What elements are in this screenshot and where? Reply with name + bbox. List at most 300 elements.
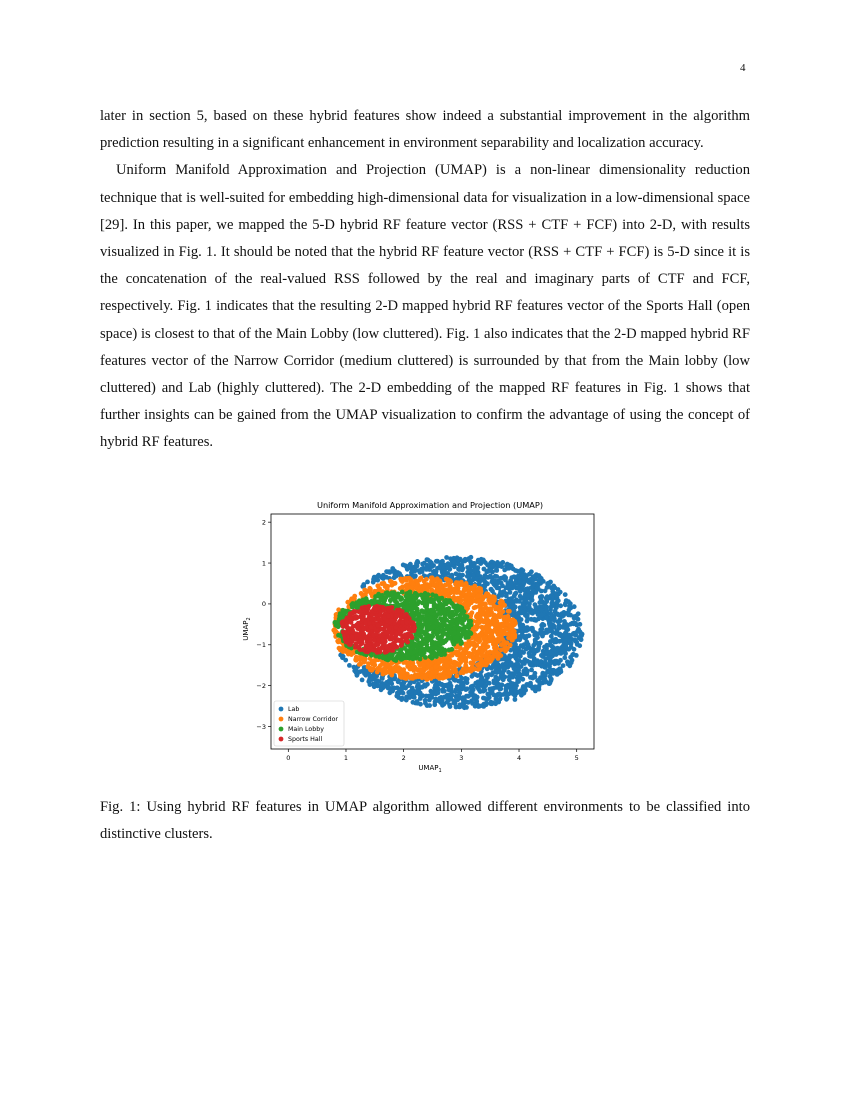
- data-point: [411, 568, 416, 573]
- data-point: [390, 689, 395, 694]
- data-point: [502, 603, 507, 608]
- y-tick-label: −1: [256, 641, 266, 650]
- data-point: [389, 653, 394, 658]
- data-point: [465, 633, 470, 638]
- chart-legend: [274, 701, 344, 746]
- data-point: [390, 605, 395, 610]
- data-point: [565, 627, 570, 632]
- data-point: [518, 622, 523, 627]
- legend-marker: [279, 717, 284, 722]
- data-point: [360, 641, 365, 646]
- data-point: [553, 669, 558, 674]
- data-point: [539, 597, 544, 602]
- data-point: [426, 558, 431, 563]
- data-point: [512, 574, 517, 579]
- data-point: [575, 642, 580, 647]
- data-point: [476, 588, 481, 593]
- data-point: [433, 645, 438, 650]
- data-point: [573, 631, 578, 636]
- data-point: [483, 678, 488, 683]
- data-point: [453, 663, 458, 668]
- data-point: [417, 633, 422, 638]
- data-point: [474, 614, 479, 619]
- data-point: [465, 677, 470, 682]
- data-point: [427, 703, 432, 708]
- data-point: [427, 694, 432, 699]
- data-point: [408, 681, 413, 686]
- data-point: [545, 585, 550, 590]
- data-point: [484, 673, 489, 678]
- data-point: [362, 660, 367, 665]
- data-point: [362, 588, 367, 593]
- data-point: [346, 638, 351, 643]
- data-point: [494, 654, 499, 659]
- data-point: [482, 594, 487, 599]
- data-point: [462, 614, 467, 619]
- data-point: [558, 632, 563, 637]
- data-point: [503, 646, 508, 651]
- data-point: [543, 677, 548, 682]
- data-point: [445, 663, 450, 668]
- data-point: [441, 674, 446, 679]
- data-point: [513, 685, 518, 690]
- data-point: [452, 560, 457, 565]
- data-point: [552, 624, 557, 629]
- data-point: [454, 590, 459, 595]
- data-point: [404, 591, 409, 596]
- data-point: [469, 585, 474, 590]
- data-point: [476, 594, 481, 599]
- data-point: [445, 565, 450, 570]
- data-point: [470, 701, 475, 706]
- data-point: [525, 615, 530, 620]
- data-point: [573, 621, 578, 626]
- data-point: [503, 627, 508, 632]
- data-point: [419, 653, 424, 658]
- data-point: [484, 702, 489, 707]
- data-point: [389, 618, 394, 623]
- data-point: [351, 630, 356, 635]
- data-point: [354, 623, 359, 628]
- data-point: [436, 650, 441, 655]
- data-point: [525, 593, 530, 598]
- data-point: [494, 640, 499, 645]
- data-point: [514, 591, 519, 596]
- data-point: [537, 682, 542, 687]
- data-point: [449, 692, 454, 697]
- data-point: [379, 581, 384, 586]
- data-point: [401, 680, 406, 685]
- data-point: [369, 677, 374, 682]
- data-point: [500, 622, 505, 627]
- data-point: [411, 656, 416, 661]
- data-point: [460, 654, 465, 659]
- data-point: [477, 633, 482, 638]
- data-point: [499, 635, 504, 640]
- data-point: [381, 672, 386, 677]
- data-point: [475, 685, 480, 690]
- data-point: [482, 619, 487, 624]
- data-point: [483, 575, 488, 580]
- data-point: [420, 646, 425, 651]
- data-point: [567, 608, 572, 613]
- data-point: [567, 638, 572, 643]
- data-point: [372, 598, 377, 603]
- data-point: [378, 613, 383, 618]
- data-point: [420, 693, 425, 698]
- data-point: [501, 609, 506, 614]
- data-point: [558, 667, 563, 672]
- data-point: [425, 633, 430, 638]
- data-point: [391, 644, 396, 649]
- data-point: [458, 660, 463, 665]
- data-point: [385, 630, 390, 635]
- data-point: [457, 705, 462, 710]
- data-point: [449, 697, 454, 702]
- data-point: [529, 627, 534, 632]
- data-point: [358, 601, 363, 606]
- data-point: [489, 700, 494, 705]
- y-axis-label: [242, 617, 252, 640]
- data-point: [383, 655, 388, 660]
- data-point: [406, 690, 411, 695]
- data-point: [401, 671, 406, 676]
- data-point: [552, 640, 557, 645]
- data-point: [520, 677, 525, 682]
- data-point: [480, 660, 485, 665]
- data-point: [464, 694, 469, 699]
- data-point: [374, 632, 379, 637]
- data-point: [395, 691, 400, 696]
- data-point: [484, 631, 489, 636]
- data-point: [539, 613, 544, 618]
- data-point: [414, 561, 419, 566]
- data-point: [536, 587, 541, 592]
- data-point: [439, 659, 444, 664]
- data-point: [486, 657, 491, 662]
- data-point: [423, 701, 428, 706]
- legend-marker: [279, 737, 284, 742]
- data-point: [376, 617, 381, 622]
- data-point: [399, 652, 404, 657]
- data-point: [553, 661, 558, 666]
- data-point: [464, 700, 469, 705]
- data-point: [438, 581, 443, 586]
- data-point: [385, 645, 390, 650]
- legend-marker: [279, 707, 284, 712]
- data-point: [419, 625, 424, 630]
- data-point: [423, 591, 428, 596]
- data-point: [418, 702, 423, 707]
- data-point: [393, 593, 398, 598]
- data-point: [422, 584, 427, 589]
- data-point: [341, 649, 346, 654]
- data-point: [533, 638, 538, 643]
- data-point: [562, 655, 567, 660]
- data-point: [435, 675, 440, 680]
- data-point: [384, 650, 389, 655]
- data-point: [392, 669, 397, 674]
- data-point: [427, 663, 432, 668]
- data-point: [375, 623, 380, 628]
- data-point: [420, 569, 425, 574]
- umap-scatter-chart: [238, 496, 608, 781]
- data-point: [496, 676, 501, 681]
- data-point: [489, 564, 494, 569]
- data-point: [506, 609, 511, 614]
- data-point: [553, 591, 558, 596]
- data-point: [442, 628, 447, 633]
- data-point: [524, 635, 529, 640]
- data-point: [438, 610, 443, 615]
- data-point: [512, 671, 517, 676]
- data-point: [348, 619, 353, 624]
- data-point: [433, 683, 438, 688]
- data-point: [415, 611, 420, 616]
- data-point: [555, 612, 560, 617]
- data-point: [430, 592, 435, 597]
- data-point: [532, 648, 537, 653]
- data-point: [469, 684, 474, 689]
- data-point: [341, 610, 346, 615]
- data-point: [342, 633, 347, 638]
- data-point: [396, 603, 401, 608]
- data-point: [518, 672, 523, 677]
- data-point: [382, 684, 387, 689]
- data-point: [521, 645, 526, 650]
- data-point: [387, 679, 392, 684]
- data-point: [412, 625, 417, 630]
- data-point: [345, 616, 350, 621]
- data-point: [447, 581, 452, 586]
- data-point: [555, 646, 560, 651]
- data-point: [410, 610, 415, 615]
- data-point: [333, 620, 338, 625]
- data-point: [498, 629, 503, 634]
- data-point: [510, 629, 515, 634]
- data-point: [465, 574, 470, 579]
- data-point: [366, 649, 371, 654]
- data-point: [511, 566, 516, 571]
- x-tick-label: 1: [343, 754, 349, 762]
- data-point: [513, 642, 518, 647]
- data-point: [433, 572, 438, 577]
- data-point: [543, 671, 548, 676]
- data-point: [393, 574, 398, 579]
- data-point: [414, 636, 419, 641]
- data-point: [482, 641, 487, 646]
- data-point: [440, 682, 445, 687]
- data-point: [493, 579, 498, 584]
- data-point: [440, 689, 445, 694]
- data-point: [546, 581, 551, 586]
- data-point: [405, 662, 410, 667]
- data-point: [529, 585, 534, 590]
- data-point: [429, 617, 434, 622]
- data-point: [481, 558, 486, 563]
- data-point: [510, 638, 515, 643]
- data-point: [539, 627, 544, 632]
- data-point: [510, 663, 515, 668]
- data-point: [395, 637, 400, 642]
- data-point: [472, 605, 477, 610]
- data-point: [492, 595, 497, 600]
- data-point: [509, 681, 514, 686]
- paragraph: Uniform Manifold Approximation and Projection (UMAP) is a non-linear dimensionality reduction technique that is well-suited for embedding high-dimensional data for visualization in a low-dimensional space [29]. In this paper, we mapped the 5-D hybrid RF feature vector (RSS + CTF + FCF) into 2-D, with results visualized in Fig. 1. It should be noted that the hybrid RF feature vector (RSS + CTF + FCF) is 5-D since it is the concatenation of the real-valued RSS followed by the real and imaginary parts of CTF and FCF, respectively. Fig. 1 indicates that the resulting 2-D mapped hybrid RF features vector of the Sports Hall (open space) is closest to that of the Main Lobby (low cluttered). Fig. 1 also indicates that the 2-D mapped hybrid RF features vector of the Narrow Corridor (medium cluttered) is surrounded by that from the Main lobby (low cluttered) and Lab (highly cluttered). The 2-D embedding of the mapped RF features in Fig. 1 shows that further insights can be gained from the UMAP visualization to confirm the advantage of using the concept of hybrid RF features.: [100, 162, 750, 451]
- data-point: [566, 647, 571, 652]
- data-point: [547, 655, 552, 660]
- data-point: [536, 631, 541, 636]
- data-point: [411, 700, 416, 705]
- data-point: [363, 621, 368, 626]
- data-point: [468, 568, 473, 573]
- data-point: [467, 556, 472, 561]
- data-point: [456, 608, 461, 613]
- data-point: [549, 634, 554, 639]
- data-point: [463, 586, 468, 591]
- data-point: [434, 670, 439, 675]
- data-point: [497, 564, 502, 569]
- data-point: [488, 594, 493, 599]
- data-point: [455, 696, 460, 701]
- data-point: [456, 686, 461, 691]
- data-point: [400, 620, 405, 625]
- figure-caption: Fig. 1: Using hybrid RF features in UMAP algorithm allowed different environments to be classified into distinctive clusters.: [100, 799, 750, 843]
- data-point: [547, 681, 552, 686]
- x-axis-label-subscript: 1: [438, 768, 442, 774]
- data-point: [408, 627, 413, 632]
- data-point: [402, 601, 407, 606]
- data-point: [430, 656, 435, 661]
- data-point: [347, 663, 352, 668]
- data-point: [431, 630, 436, 635]
- data-point: [550, 600, 555, 605]
- data-point: [413, 675, 418, 680]
- data-point: [433, 665, 438, 670]
- data-point: [400, 696, 405, 701]
- data-point: [504, 687, 509, 692]
- data-point: [466, 643, 471, 648]
- data-point: [447, 670, 452, 675]
- data-point: [437, 603, 442, 608]
- legend-label: Sports Hall: [288, 736, 323, 744]
- data-point: [458, 679, 463, 684]
- data-point: [390, 636, 395, 641]
- data-point: [540, 604, 545, 609]
- data-point: [518, 606, 523, 611]
- data-point: [443, 617, 448, 622]
- data-point: [572, 604, 577, 609]
- data-point: [485, 650, 490, 655]
- data-point: [492, 678, 497, 683]
- data-point: [483, 683, 488, 688]
- y-axis-ticks: [256, 518, 271, 730]
- data-point: [422, 675, 427, 680]
- data-point: [336, 633, 341, 638]
- x-tick-label: 3: [459, 754, 464, 762]
- body-text: [100, 103, 750, 457]
- x-tick-label: 5: [574, 754, 579, 762]
- data-point: [522, 603, 527, 608]
- umap-figure: [238, 496, 608, 781]
- data-point: [448, 587, 453, 592]
- data-point: [469, 623, 474, 628]
- data-point: [353, 609, 358, 614]
- y-tick-label: 1: [261, 559, 266, 568]
- data-point: [433, 577, 438, 582]
- data-point: [503, 641, 508, 646]
- data-point: [439, 585, 444, 590]
- data-point: [353, 616, 358, 621]
- data-point: [399, 596, 404, 601]
- data-point: [429, 650, 434, 655]
- data-point: [513, 693, 518, 698]
- data-point: [382, 666, 387, 671]
- data-point: [434, 654, 439, 659]
- data-point: [381, 573, 386, 578]
- data-point: [403, 633, 408, 638]
- data-point: [533, 602, 538, 607]
- data-point: [362, 627, 367, 632]
- data-point: [527, 660, 532, 665]
- data-point: [410, 620, 415, 625]
- data-point: [482, 636, 487, 641]
- data-point: [494, 665, 499, 670]
- data-point: [503, 675, 508, 680]
- data-point: [503, 631, 508, 636]
- data-point: [472, 568, 477, 573]
- data-point: [360, 678, 365, 683]
- data-point: [468, 690, 473, 695]
- data-point: [538, 578, 543, 583]
- data-point: [462, 626, 467, 631]
- data-point: [491, 617, 496, 622]
- data-point: [544, 616, 549, 621]
- data-point: [376, 594, 381, 599]
- data-point: [368, 587, 373, 592]
- data-point: [471, 640, 476, 645]
- data-point: [453, 689, 458, 694]
- data-point: [474, 599, 479, 604]
- data-point: [543, 660, 548, 665]
- data-point: [557, 624, 562, 629]
- data-point: [523, 685, 528, 690]
- data-point: [521, 568, 526, 573]
- data-point: [563, 601, 568, 606]
- data-point: [460, 669, 465, 674]
- data-point: [449, 647, 454, 652]
- data-point: [485, 644, 490, 649]
- data-point: [412, 643, 417, 648]
- y-tick-label: −3: [256, 722, 266, 731]
- data-point: [477, 604, 482, 609]
- data-point: [516, 599, 521, 604]
- data-point: [463, 660, 468, 665]
- data-point: [510, 621, 515, 626]
- data-point: [420, 562, 425, 567]
- data-point: [350, 635, 355, 640]
- data-point: [372, 684, 377, 689]
- data-point: [540, 654, 545, 659]
- data-point: [530, 653, 535, 658]
- data-point: [446, 599, 451, 604]
- data-point: [378, 663, 383, 668]
- data-point: [533, 660, 538, 665]
- data-point: [372, 663, 377, 668]
- y-axis-label-main: UMAP: [242, 620, 250, 641]
- data-point: [370, 668, 375, 673]
- data-point: [548, 661, 553, 666]
